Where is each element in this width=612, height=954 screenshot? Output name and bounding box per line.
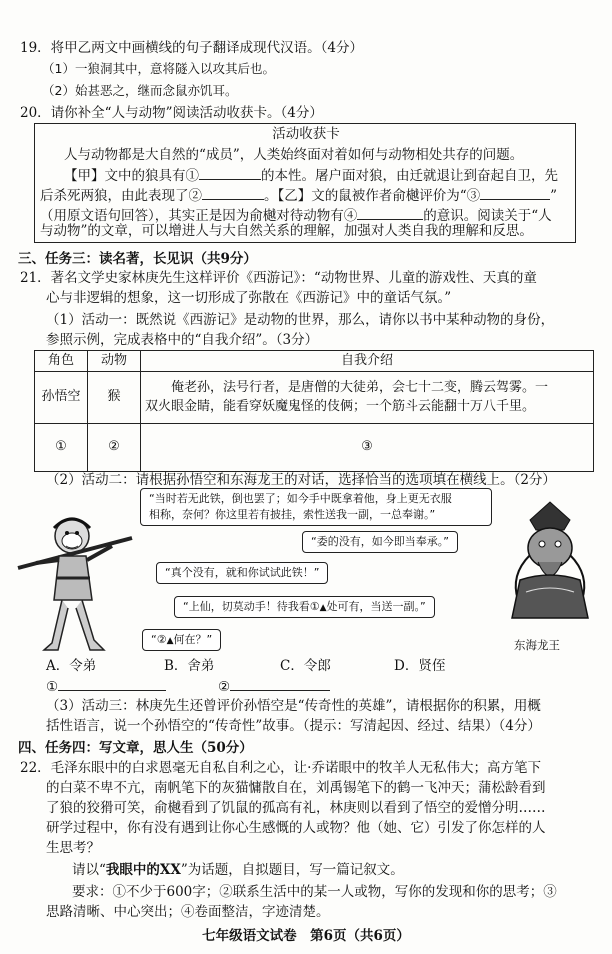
activity-card-p3: 后杀死两狼，由此表现了② 。【乙】文的鼠被作者俞樾评价为“③ ”	[40, 185, 557, 206]
answer-line-2: ②	[218, 676, 330, 697]
table-cell-role: 孙悟空	[35, 371, 88, 423]
q22-requirements-1: 要求：①不少于600字；②联系生活中的某一人或物，写你的发现和你的思考；③	[72, 884, 557, 900]
answer-blank-2[interactable]	[202, 185, 264, 200]
answer-blank-6[interactable]	[230, 676, 330, 691]
q22-line-1: 22．毛泽东眼中的白求恩毫无自私自利之心，让·乔诺眼中的牧羊人无私伟大；高方笔下	[20, 760, 541, 776]
q20-stem: 20．请你补全“人与动物”阅读活动收获卡。（4分）	[20, 105, 323, 121]
table-cell-animal: 猴	[88, 371, 141, 423]
answer-cell-intro[interactable]: ③	[141, 423, 594, 471]
speech-bubble-1-line-2: 相称，奈何？你这里若有披挂，索性送我一副，一总奉谢。”	[149, 507, 436, 521]
speech-bubble-5: “②▲何在？”	[142, 629, 221, 651]
q22-line-4: 研学过程中，你有没有遇到让你心生感慨的人或物？他（她、它）引发了你怎样的人	[46, 820, 546, 836]
activity1-line-1: （1）活动一：既然说《西游记》是动物的世界，那么，请你以书中某种动物的身份，	[46, 312, 555, 328]
answer-blank-5[interactable]	[58, 676, 166, 691]
option-b[interactable]: B．舍弟	[164, 658, 215, 674]
answer-blank-3[interactable]	[480, 185, 550, 200]
intro-line-1: 俺老孙，法号行者，是唐僧的大徒弟，会七十二变，腾云驾雾。一	[171, 379, 549, 395]
answer-cell-role[interactable]: ①	[35, 423, 88, 471]
activity-card-p2: 【甲】文中的狼具有① 的本性。屠户面对狼，由迁就退让到奋起自卫，先	[64, 165, 558, 186]
option-d[interactable]: D．贤侄	[394, 658, 446, 674]
q22-requirements-2: 思路清晰、中心突出；④卷面整洁，字迹清楚。	[46, 904, 330, 920]
answer-blank-1[interactable]	[199, 165, 261, 180]
table-header-intro: 自我介绍	[141, 351, 594, 372]
q22-line-5: 生思考？	[46, 840, 100, 856]
task3-heading: 三、任务三：读名著，长见识（共9分）	[18, 251, 257, 267]
speech-bubble-4: “上仙，切莫动手！待我看①▲处可有，当送一副。”	[174, 596, 435, 618]
option-c[interactable]: C．令郎	[280, 658, 331, 674]
q19-stem: 19．将甲乙两文中画横线的句子翻译成现代汉语。（4分）	[20, 40, 364, 56]
speech-bubble-2: “委的没有，如今即当奉承。”	[302, 531, 458, 553]
q19-sentence-2: （2）始甚恶之，继而念鼠亦饥耳。	[42, 83, 238, 98]
speech-bubble-1-line-1: “当时若无此铁，倒也罢了；如今手中既拿着他，身上更无衣服	[149, 492, 452, 505]
activity-card-p4: （用原文语句回答），其实正是因为俞樾对待动物有④ 的意识。阅读关于“人	[40, 205, 552, 226]
triangle-icon: ▲	[319, 603, 327, 613]
activity3-line-1: （3）活动三：林庚先生还曾评价孙悟空是“传奇性的英雄”，请根据你的积累，用概	[46, 698, 541, 714]
option-a[interactable]: A．令弟	[46, 658, 97, 674]
activity3-line-2: 括性语言，说一个孙悟空的“传奇性”故事。（提示：写清起因、经过、结果）（4分）	[46, 718, 541, 734]
answer-blank-4[interactable]	[357, 205, 423, 220]
page-footer: 七年级语文试卷 第6页（共6页）	[202, 928, 410, 944]
answer-line-1: ①	[46, 676, 166, 697]
dragon-king-label: 东海龙王	[514, 638, 560, 652]
q19-sentence-1: （1）一狼洞其中，意将隧入以攻其后也。	[42, 61, 275, 76]
task4-heading: 四、任务四：写文章，思人生（50分）	[18, 740, 253, 756]
activity-card-p5: 与动物”的文章，可以增进人与大自然关系的理解，加强对人类自我的理解和反思。	[40, 223, 533, 239]
answer-cell-animal[interactable]: ②	[88, 423, 141, 471]
self-intro-table	[34, 350, 594, 472]
sun-wukong-illustration	[14, 508, 134, 658]
triangle-icon: ▲	[166, 636, 174, 646]
q21-line-2: 心与非逻辑的想象，这一切形成了弥散在《西游记》中的童话气氛。”	[46, 290, 452, 306]
speech-bubble-3: “真个没有，就和你试试此铁！”	[156, 562, 328, 584]
q21-line-1: 21．著名文学史家林庚先生这样评价《西游记》：“动物世界、儿童的游戏性、天真的童	[20, 270, 537, 286]
activity2-stem: （2）活动二：请根据孙悟空和东海龙王的对话，选择恰当的选项填在横线上。（2分）	[46, 472, 556, 488]
activity1-line-2: 参照示例，完成表格中的“自我介绍”。（3分）	[46, 332, 319, 348]
topic-text: 我眼中的XX	[105, 862, 181, 878]
dragon-king-illustration	[500, 500, 600, 620]
table-cell-intro	[141, 371, 594, 423]
q22-line-2: 的白菜不卑不亢，南帆笔下的灰猫慵散自在，刘禹锡笔下的鹤一飞冲天；蒲松龄看到	[46, 780, 546, 796]
activity-card-title: 活动收获卡	[272, 126, 340, 142]
activity-card-p1: 人与动物都是大自然的“成员”，人类始终面对着如何与动物相处共存的问题。	[64, 147, 524, 163]
speech-bubble-1	[140, 488, 492, 526]
table-header-role: 角色	[35, 351, 88, 372]
intro-line-2: 双火眼金睛，能看穿妖魔鬼怪的伎俩；一个筋斗云能翻十万八千里。	[145, 399, 536, 414]
table-header-animal: 动物	[88, 351, 141, 372]
q22-line-3: 了狼的狡猾可笑，俞樾看到了饥鼠的孤高有礼，林庚则以看到了悟空的爱憎分明……	[46, 800, 546, 816]
q22-prompt: 请以“我眼中的XX”为话题，自拟题目，写一篇记叙文。	[72, 862, 404, 878]
